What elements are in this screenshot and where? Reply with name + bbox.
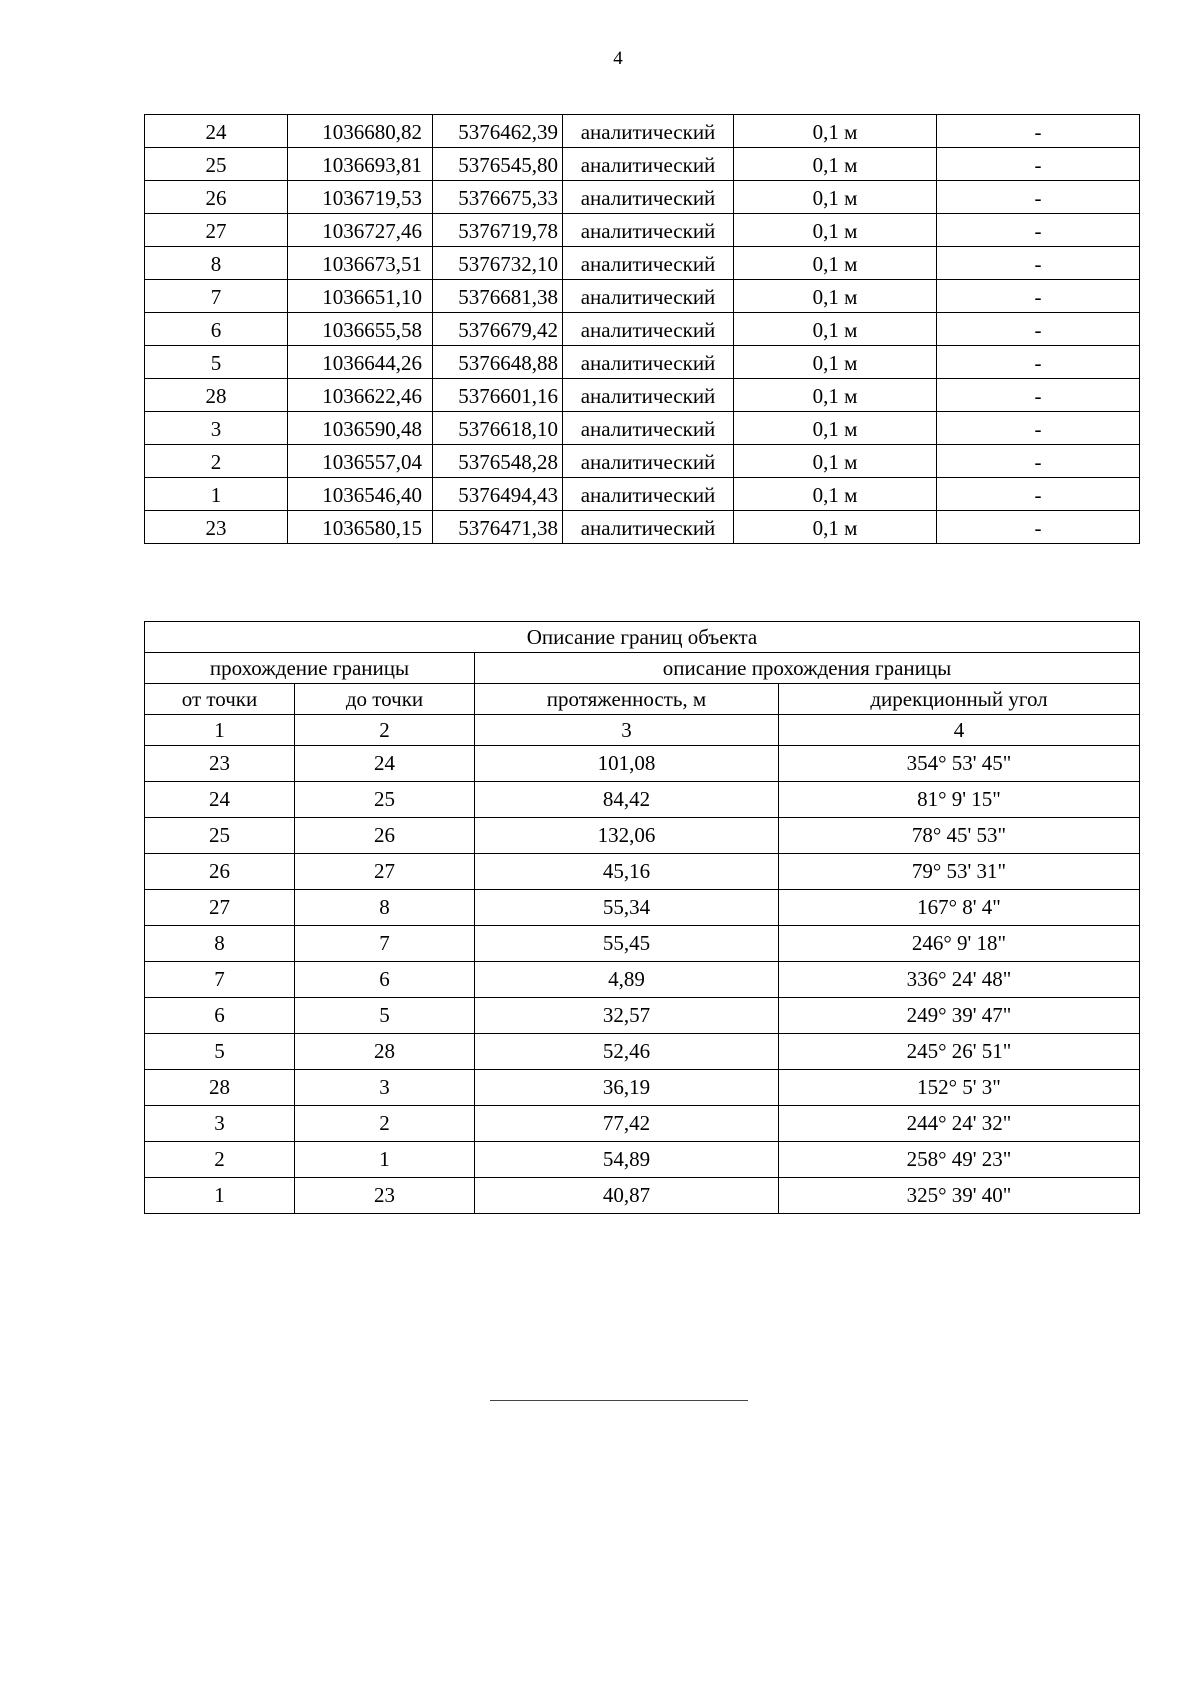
description-cell: -: [937, 115, 1140, 148]
x-coordinate-cell: 1036580,15: [288, 511, 433, 544]
point-number-cell: 3: [145, 412, 288, 445]
x-coordinate-cell: 1036673,51: [288, 247, 433, 280]
x-coordinate-cell: 1036590,48: [288, 412, 433, 445]
table-row: [145, 511, 1140, 544]
length-cell: 77,42: [475, 1106, 779, 1142]
table-title: Описание границ объекта: [145, 622, 1140, 653]
to-point-cell: 26: [295, 818, 475, 854]
point-number-cell: 2: [145, 445, 288, 478]
y-coordinate-cell: 5376648,88: [433, 346, 563, 379]
length-cell: 54,89: [475, 1142, 779, 1178]
length-cell: 55,45: [475, 926, 779, 962]
accuracy-cell: 0,1 м: [734, 478, 937, 511]
from-point-cell: 3: [145, 1106, 295, 1142]
table-row: [145, 478, 1140, 511]
y-coordinate-cell: 5376471,38: [433, 511, 563, 544]
method-cell: аналитический: [563, 313, 734, 346]
from-point-cell: 5: [145, 1034, 295, 1070]
x-coordinate-cell: 1036644,26: [288, 346, 433, 379]
method-cell: аналитический: [563, 280, 734, 313]
to-point-cell: 2: [295, 1106, 475, 1142]
to-point-cell: 6: [295, 962, 475, 998]
from-point-cell: 23: [145, 746, 295, 782]
header-from-point: от точки: [145, 684, 295, 715]
table-row: [145, 818, 1140, 854]
from-point-cell: 2: [145, 1142, 295, 1178]
y-coordinate-cell: 5376601,16: [433, 379, 563, 412]
to-point-cell: 23: [295, 1178, 475, 1214]
table-row: [145, 1070, 1140, 1106]
accuracy-cell: 0,1 м: [734, 511, 937, 544]
table-row: [145, 280, 1140, 313]
direction-angle-cell: 258° 49' 23": [779, 1142, 1140, 1178]
to-point-cell: 25: [295, 782, 475, 818]
y-coordinate-cell: 5376462,39: [433, 115, 563, 148]
from-point-cell: 24: [145, 782, 295, 818]
header-direction-angle: дирекционный угол: [779, 684, 1140, 715]
length-cell: 45,16: [475, 854, 779, 890]
accuracy-cell: 0,1 м: [734, 214, 937, 247]
point-number-cell: 28: [145, 379, 288, 412]
method-cell: аналитический: [563, 478, 734, 511]
accuracy-cell: 0,1 м: [734, 445, 937, 478]
length-cell: 55,34: [475, 890, 779, 926]
method-cell: аналитический: [563, 511, 734, 544]
method-cell: аналитический: [563, 247, 734, 280]
direction-angle-cell: 79° 53' 31": [779, 854, 1140, 890]
to-point-cell: 5: [295, 998, 475, 1034]
table-row: [145, 346, 1140, 379]
point-number-cell: 23: [145, 511, 288, 544]
x-coordinate-cell: 1036693,81: [288, 148, 433, 181]
table-row: [145, 1034, 1140, 1070]
point-number-cell: 5: [145, 346, 288, 379]
description-cell: -: [937, 247, 1140, 280]
header-description-group: описание прохождения границы: [475, 653, 1140, 684]
table-row: [145, 746, 1140, 782]
x-coordinate-cell: 1036680,82: [288, 115, 433, 148]
y-coordinate-cell: 5376679,42: [433, 313, 563, 346]
coordinates-table: [144, 114, 1140, 544]
direction-angle-cell: 167° 8' 4": [779, 890, 1140, 926]
accuracy-cell: 0,1 м: [734, 412, 937, 445]
point-number-cell: 7: [145, 280, 288, 313]
y-coordinate-cell: 5376548,28: [433, 445, 563, 478]
description-cell: -: [937, 478, 1140, 511]
to-point-cell: 7: [295, 926, 475, 962]
table-row: [145, 1106, 1140, 1142]
y-coordinate-cell: 5376719,78: [433, 214, 563, 247]
point-number-cell: 27: [145, 214, 288, 247]
accuracy-cell: 0,1 м: [734, 247, 937, 280]
y-coordinate-cell: 5376732,10: [433, 247, 563, 280]
method-cell: аналитический: [563, 412, 734, 445]
table-row: [145, 854, 1140, 890]
table-row: [145, 998, 1140, 1034]
accuracy-cell: 0,1 м: [734, 313, 937, 346]
length-cell: 101,08: [475, 746, 779, 782]
to-point-cell: 3: [295, 1070, 475, 1106]
accuracy-cell: 0,1 м: [734, 181, 937, 214]
description-cell: -: [937, 379, 1140, 412]
method-cell: аналитический: [563, 181, 734, 214]
accuracy-cell: 0,1 м: [734, 346, 937, 379]
direction-angle-cell: 246° 9' 18": [779, 926, 1140, 962]
method-cell: аналитический: [563, 148, 734, 181]
point-number-cell: 25: [145, 148, 288, 181]
method-cell: аналитический: [563, 214, 734, 247]
direction-angle-cell: 249° 39' 47": [779, 998, 1140, 1034]
table-row: [145, 962, 1140, 998]
boundary-description-table: [144, 621, 1140, 1214]
table-row: [145, 890, 1140, 926]
from-point-cell: 8: [145, 926, 295, 962]
from-point-cell: 28: [145, 1070, 295, 1106]
description-cell: -: [937, 511, 1140, 544]
method-cell: аналитический: [563, 115, 734, 148]
table-row: [145, 247, 1140, 280]
length-cell: 40,87: [475, 1178, 779, 1214]
header-length: протяженность, м: [475, 684, 779, 715]
column-number: 2: [295, 715, 475, 746]
footer-divider: [490, 1400, 748, 1401]
column-number: 3: [475, 715, 779, 746]
to-point-cell: 24: [295, 746, 475, 782]
description-cell: -: [937, 148, 1140, 181]
y-coordinate-cell: 5376681,38: [433, 280, 563, 313]
table-row: [145, 115, 1140, 148]
page-number: 4: [613, 48, 623, 69]
to-point-cell: 28: [295, 1034, 475, 1070]
length-cell: 32,57: [475, 998, 779, 1034]
y-coordinate-cell: 5376675,33: [433, 181, 563, 214]
point-number-cell: 26: [145, 181, 288, 214]
description-cell: -: [937, 181, 1140, 214]
y-coordinate-cell: 5376618,10: [433, 412, 563, 445]
x-coordinate-cell: 1036622,46: [288, 379, 433, 412]
length-cell: 4,89: [475, 962, 779, 998]
description-cell: -: [937, 445, 1140, 478]
length-cell: 36,19: [475, 1070, 779, 1106]
x-coordinate-cell: 1036651,10: [288, 280, 433, 313]
length-cell: 132,06: [475, 818, 779, 854]
length-cell: 52,46: [475, 1034, 779, 1070]
description-cell: -: [937, 412, 1140, 445]
method-cell: аналитический: [563, 346, 734, 379]
from-point-cell: 25: [145, 818, 295, 854]
accuracy-cell: 0,1 м: [734, 115, 937, 148]
method-cell: аналитический: [563, 379, 734, 412]
column-number: 1: [145, 715, 295, 746]
header-passage-group: прохождение границы: [145, 653, 475, 684]
table-row: [145, 412, 1140, 445]
description-cell: -: [937, 346, 1140, 379]
direction-angle-cell: 152° 5' 3": [779, 1070, 1140, 1106]
direction-angle-cell: 354° 53' 45": [779, 746, 1140, 782]
direction-angle-cell: 81° 9' 15": [779, 782, 1140, 818]
x-coordinate-cell: 1036557,04: [288, 445, 433, 478]
from-point-cell: 6: [145, 998, 295, 1034]
table-row: [145, 148, 1140, 181]
direction-angle-cell: 78° 45' 53": [779, 818, 1140, 854]
table-row: [145, 445, 1140, 478]
point-number-cell: 1: [145, 478, 288, 511]
from-point-cell: 7: [145, 962, 295, 998]
table-row: [145, 214, 1140, 247]
point-number-cell: 8: [145, 247, 288, 280]
from-point-cell: 27: [145, 890, 295, 926]
accuracy-cell: 0,1 м: [734, 379, 937, 412]
description-cell: -: [937, 313, 1140, 346]
y-coordinate-cell: 5376545,80: [433, 148, 563, 181]
to-point-cell: 27: [295, 854, 475, 890]
header-to-point: до точки: [295, 684, 475, 715]
direction-angle-cell: 336° 24' 48": [779, 962, 1140, 998]
point-number-cell: 24: [145, 115, 288, 148]
point-number-cell: 6: [145, 313, 288, 346]
accuracy-cell: 0,1 м: [734, 148, 937, 181]
table-row: [145, 782, 1140, 818]
direction-angle-cell: 244° 24' 32": [779, 1106, 1140, 1142]
x-coordinate-cell: 1036655,58: [288, 313, 433, 346]
table-row: [145, 1142, 1140, 1178]
direction-angle-cell: 325° 39' 40": [779, 1178, 1140, 1214]
to-point-cell: 1: [295, 1142, 475, 1178]
x-coordinate-cell: 1036719,53: [288, 181, 433, 214]
y-coordinate-cell: 5376494,43: [433, 478, 563, 511]
direction-angle-cell: 245° 26' 51": [779, 1034, 1140, 1070]
from-point-cell: 26: [145, 854, 295, 890]
from-point-cell: 1: [145, 1178, 295, 1214]
table-row: [145, 379, 1140, 412]
table-row: [145, 181, 1140, 214]
x-coordinate-cell: 1036727,46: [288, 214, 433, 247]
table-row: [145, 313, 1140, 346]
length-cell: 84,42: [475, 782, 779, 818]
column-number: 4: [779, 715, 1140, 746]
to-point-cell: 8: [295, 890, 475, 926]
method-cell: аналитический: [563, 445, 734, 478]
table-row: [145, 1178, 1140, 1214]
x-coordinate-cell: 1036546,40: [288, 478, 433, 511]
description-cell: -: [937, 280, 1140, 313]
description-cell: -: [937, 214, 1140, 247]
accuracy-cell: 0,1 м: [734, 280, 937, 313]
table-row: [145, 926, 1140, 962]
